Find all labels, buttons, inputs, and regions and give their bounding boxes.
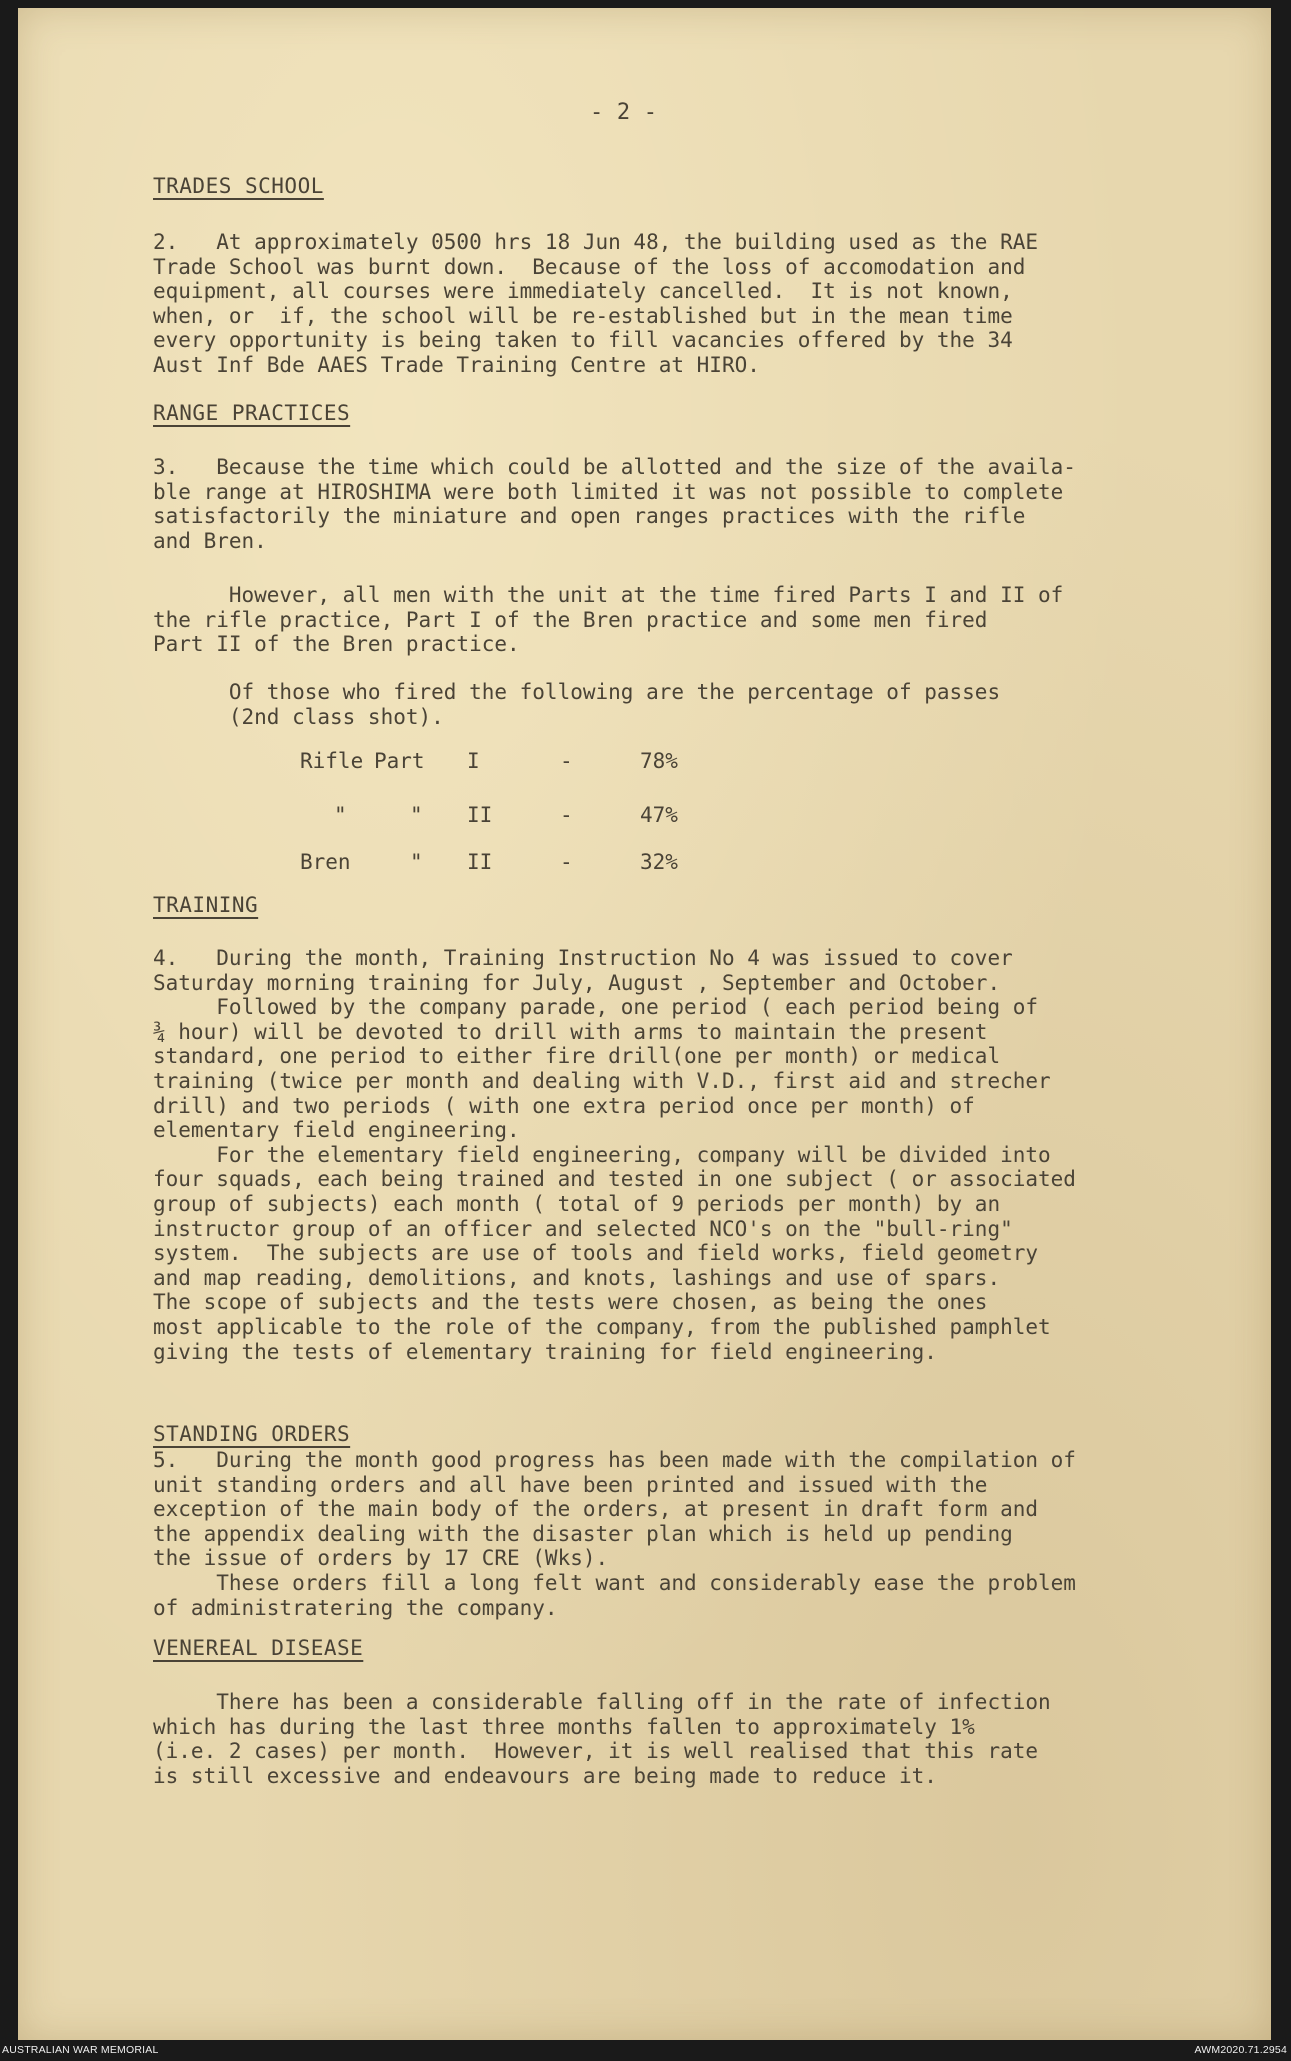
part-label-cell: Part [374,749,425,773]
weapon-cell: " [334,803,347,827]
part-label-cell: " [410,803,423,827]
weapon-cell: Bren [300,850,351,874]
percent-cell: 32% [640,850,678,874]
paragraph-venereal-disease: There has been a considerable falling off in the rate of infection which has during the last three months fallen to approximately 1% (i.e. 2 cases) per month. However, it is well realised that this rate is still excessive and endeavours are being made to reduce it. [153,1690,1051,1788]
section-heading-training: TRAINING [153,893,259,917]
dash-cell: - [560,850,573,874]
percent-cell: 47% [640,803,678,827]
paragraph-standing-orders: 5. During the month good progress has been made with the compilation of unit standing orders and all have been printed and issued with the exception of the main body of the orders, at present in draft form and the appendix dealing with the disaster plan which is held up pending the issue of orders by 17 CRE (Wks). These orders fill a long felt want and considerably ease the problem of administratering the company. [153,1448,1076,1620]
paragraph-training: 4. During the month, Training Instruction No 4 was issued to cover Saturday morning training for July, August , September and October. Followed by the company parade, one period ( each period being of ¾ hour) will be devoted to drill with arms to maintain the present standard, one period to either fire drill(one per month) or medical training (twice per month and dealing with V.D., first aid and strecher drill) and two periods ( with one extra period once per month) of elementary field engineering. For the elementary field engineering, company will be divided into four squads, each being trained and tested in one subject ( or associated group of subjects) each month ( total of 9 periods per month) by an instructor group of an officer and selected NCO's on the "bull-ring" system. The subjects are use of tools and field works, field geometry and map reading, demolitions, and knots, lashings and use of spars. The scope of subjects and the tests were chosen, as being the ones most applicable to the role of the company, from the published pamphlet giving the tests of elementary training for field engineering. [153,946,1076,1364]
section-heading-venereal-disease: VENEREAL DISEASE [153,1636,364,1660]
dash-cell: - [560,803,573,827]
part-cell: II [467,850,493,874]
percent-cell: 78% [640,749,678,773]
dash-cell: - [560,749,573,773]
section-heading-standing-orders: STANDING ORDERS [153,1422,351,1446]
section-heading-range-practices: RANGE PRACTICES [153,401,351,425]
part-label-cell: " [410,850,423,874]
page-number: - 2 - [590,100,658,125]
paragraph-range-practices-3: Of those who fired the following are the percentage of passes (2nd class shot). [228,680,1001,729]
paragraph-range-practices-1: 3. Because the time which could be allotted and the size of the availa- ble range at HIROSHIMA were both limited it was not possible to complete satisfactorily the miniature and open ranges practices with the rifle and Bren. [153,455,1076,553]
weapon-cell: Rifle [300,749,364,773]
paragraph-range-practices-2: However, all men with the unit at the time fired Parts I and II of the rifle practice, Part I of the Bren practice and some men fired Part II of the Bren practice. [153,583,1064,657]
paragraph-trades-school: 2. At approximately 0500 hrs 18 Jun 48, the building used as the RAE Trade School was burnt down. Because of the loss of accomodation and equipment, all courses were immediately cancelled. It is not known, when, or if, the school will be re-established but in the mean time every opportunity is being taken to fill vacancies offered by the 34 Aust Inf Bde AAES Trade Training Centre at HIRO. [153,230,1039,377]
footer-reference: AWM2020.71.2954 [1194,2044,1287,2056]
part-cell: I [467,749,480,773]
section-heading-trades-school: TRADES SCHOOL [153,174,324,198]
part-cell: II [467,803,493,827]
footer-institution: AUSTRALIAN WAR MEMORIAL [2,2044,159,2056]
